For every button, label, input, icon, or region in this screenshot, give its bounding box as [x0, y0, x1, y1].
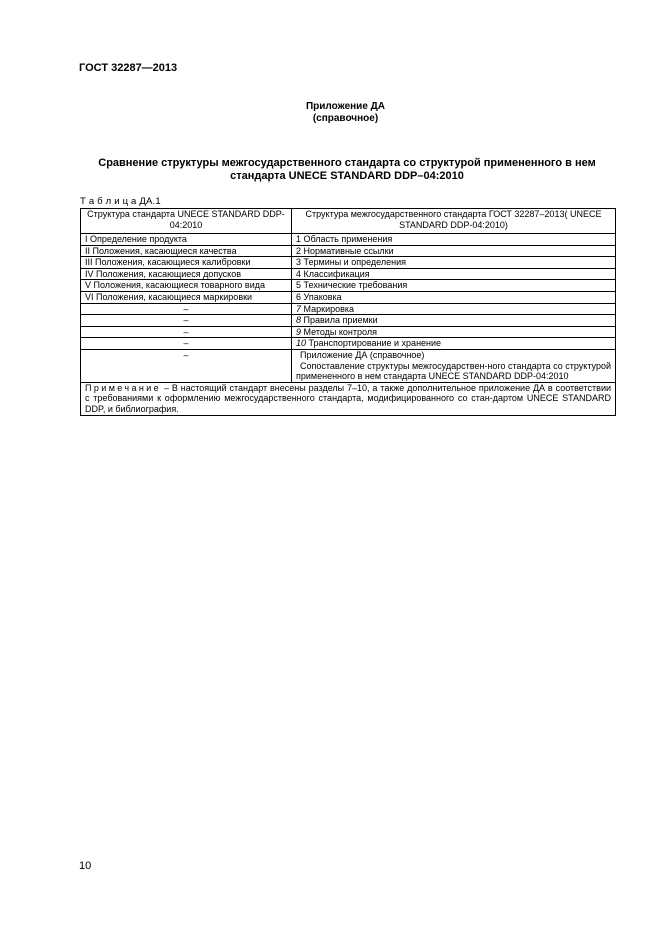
section-title: Область применения [301, 234, 393, 244]
row-right-cell [292, 326, 616, 338]
row-right-cell [292, 268, 616, 280]
section-number: 9 [296, 326, 302, 337]
section-title: Термины и определения [301, 257, 406, 268]
table-row [81, 268, 616, 280]
row-left-cell: – [81, 315, 292, 327]
page-number: 10 [79, 860, 92, 872]
appendix-heading [0, 101, 661, 125]
appendix-row-description: Сопоставление структуры межгосударствен-ного стандарта со структурой примененного в нем стандарта UNECE STANDARD DDP-04:2010 [296, 360, 611, 382]
row-right-cell [292, 315, 616, 327]
table-header-row [81, 209, 616, 234]
table-row [81, 338, 616, 350]
row-left-cell: IV Положения, касающиеся допусков [81, 268, 292, 280]
table-row [81, 234, 616, 246]
section-number: 4 [296, 268, 302, 279]
comparison-title: Сравнение структуры межгосударственного стандарта со структурой примененного в нем стандарта UNECE STANDARD DDP–04:2010 [98, 157, 596, 182]
note-text: – В настоящий стандарт внесены разделы 7–10, а также дополнительное приложение ДА в соответствии с требованиями к оформлению межгосударственного стандарта, модифицированного со стан-дартом UNECE STANDARD DDP, и библиография. [85, 382, 611, 414]
section-number: 2 [296, 245, 302, 256]
header-cell-gost: Структура межгосударственного стандарта ГОСТ 32287–2013( UNECE STANDARD DDP-04:2010) [292, 209, 616, 234]
table-caption: Т а б л и ц а ДА.1 [80, 196, 161, 207]
table-row [81, 326, 616, 338]
row-right-cell [292, 245, 616, 257]
section-number: 10 [296, 338, 307, 349]
row-left-cell: III Положения, касающиеся калибровки [81, 257, 292, 269]
section-number: 8 [296, 315, 302, 326]
table-note-row [81, 382, 616, 415]
row-right-cell [292, 291, 616, 303]
row-right-cell [292, 338, 616, 350]
section-title: Правила приемки [301, 315, 378, 326]
header-cell-unece: Структура стандарта UNECE STANDARD DDP-04:2010 [81, 209, 292, 234]
section-number: 7 [296, 303, 302, 314]
row-left-cell: VI Положения, касающиеся маркировки [81, 291, 292, 303]
section-number: 3 [296, 257, 302, 268]
section-number: 1 [296, 234, 302, 244]
row-left-cell: – [81, 349, 292, 382]
row-right-cell [292, 303, 616, 315]
row-left-cell: – [81, 303, 292, 315]
table-row-appendix [81, 349, 616, 382]
table-row [81, 280, 616, 292]
row-left-cell: I Определение продукта [81, 234, 292, 246]
table-row [81, 291, 616, 303]
row-left-cell: – [81, 338, 292, 350]
section-title: Классификация [301, 268, 370, 279]
row-right-cell [292, 349, 616, 382]
section-title: Методы контроля [301, 326, 377, 337]
table-note [81, 382, 616, 415]
table-row [81, 245, 616, 257]
row-left-cell: II Положения, касающиеся качества [81, 245, 292, 257]
appendix-subtitle: (справочное) [312, 113, 379, 124]
table-row [81, 303, 616, 315]
section-title: Нормативные ссылки [301, 245, 394, 256]
section-number: 6 [296, 291, 302, 302]
row-right-cell [292, 257, 616, 269]
section-title: Маркировка [301, 303, 355, 314]
appendix-title: Приложение ДА [305, 101, 386, 112]
note-label: Примечание [85, 382, 162, 393]
row-left-cell: V Положения, касающиеся товарного вида [81, 280, 292, 292]
section-number: 5 [296, 280, 302, 291]
row-right-cell [292, 234, 616, 246]
comparison-table [80, 208, 616, 416]
section-title: Технические требования [301, 280, 408, 291]
table-row [81, 315, 616, 327]
section-title: Упаковка [301, 291, 342, 302]
section-title: Транспортирование и хранение [306, 338, 442, 349]
row-right-cell [292, 280, 616, 292]
appendix-row-title: Приложение ДА (справочное) [300, 349, 425, 360]
standard-code: ГОСТ 32287—2013 [79, 62, 178, 74]
table-row [81, 257, 616, 269]
row-left-cell: – [81, 326, 292, 338]
